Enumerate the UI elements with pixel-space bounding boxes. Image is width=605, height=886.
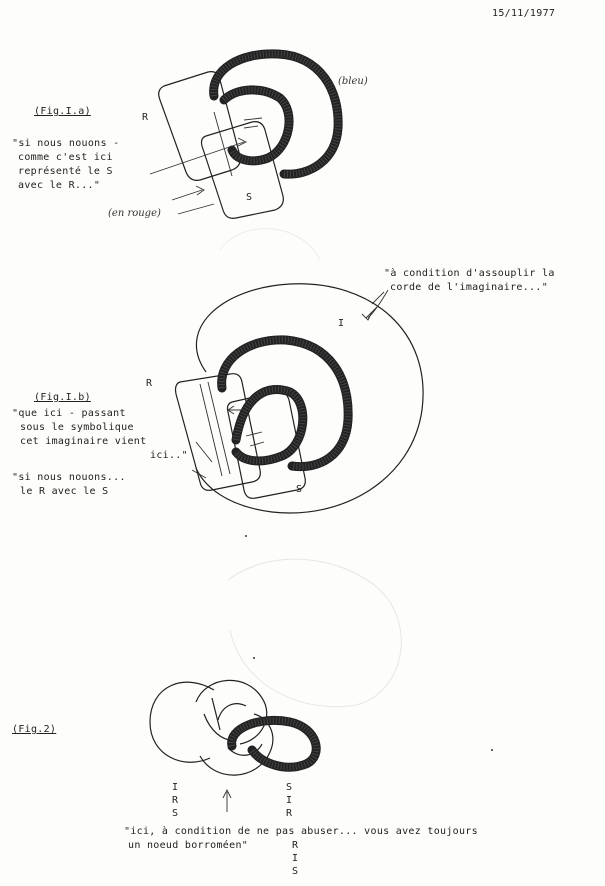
fig2-quote-line-1: "ici, à condition de ne pas abuser... vous avez toujours bbox=[124, 826, 478, 837]
fig1b-letter-i: I bbox=[338, 318, 345, 329]
fig1b-imaginary-loop bbox=[196, 284, 423, 513]
fig2-right-letter-3: R bbox=[286, 808, 293, 819]
fig1b-bottom-quote-line-2: le R avec le S bbox=[20, 486, 109, 497]
fig2-left-letter-2: R bbox=[172, 795, 179, 806]
fig2-right-letter-2: I bbox=[286, 795, 293, 806]
fig2-quote-line-2: un noeud borroméen" bbox=[128, 840, 249, 851]
fig2-blue-rope bbox=[232, 720, 317, 767]
fig2-label: (Fig.2) bbox=[12, 724, 57, 735]
fig1b-top-quote-line-2: corde de l'imaginaire..." bbox=[390, 282, 549, 293]
fig1a-inner-line bbox=[214, 112, 232, 176]
fig1a-quote-line-4: avec le R..." bbox=[18, 180, 101, 191]
fig1b-letter-s: S bbox=[296, 484, 303, 495]
fig1b-top-quote-line-1: "à condition d'assouplir la bbox=[384, 268, 555, 279]
fig1b-inner-line bbox=[200, 384, 222, 476]
fig1b-drawing bbox=[176, 284, 424, 513]
fig1a-r-rectangle bbox=[159, 72, 241, 181]
fig1b-blue-rope bbox=[222, 340, 348, 467]
fig1a-handwritten-red: (en rouge) bbox=[108, 208, 161, 219]
fig1a-quote-line-2: comme c'est ici bbox=[18, 152, 113, 163]
bleed-through-mark bbox=[228, 559, 401, 707]
fig1b-left-quote-line-1: "que ici - passant bbox=[12, 408, 126, 419]
fig2-bottom-letter-1: R bbox=[292, 840, 299, 851]
fig1a-blue-rope bbox=[214, 54, 338, 174]
date-text: 15/11/1977 bbox=[492, 8, 556, 19]
fig1b-bottom-quote-line-1: "si nous nouons... bbox=[12, 472, 126, 483]
fig1a-letter-r: R bbox=[142, 112, 149, 123]
fig2-right-letter-1: S bbox=[286, 782, 293, 793]
fig2-left-letter-3: S bbox=[172, 808, 179, 819]
bleed-through-mark bbox=[220, 229, 320, 260]
fig1b-inner-line bbox=[208, 382, 230, 474]
fig1b-letter-r: R bbox=[146, 378, 153, 389]
fig2-drawing bbox=[150, 535, 493, 812]
fig1b-arrow-tick bbox=[366, 292, 384, 318]
fig1b-left-quote-line-4: ici.." bbox=[150, 450, 188, 461]
fig1b-r-rectangle bbox=[176, 374, 261, 491]
fig1a-quote-line-1: "si nous nouons - bbox=[12, 138, 120, 149]
fig1b-left-quote-line-3: cet imaginaire vient bbox=[20, 436, 147, 447]
ink-dot bbox=[491, 749, 493, 751]
fig2-bottom-letter-3: S bbox=[292, 866, 299, 877]
fig2-left-letter-1: I bbox=[172, 782, 179, 793]
fig1a-drawing bbox=[150, 54, 338, 218]
fig1a-arrowhead bbox=[238, 138, 246, 146]
fig1a-tick bbox=[244, 118, 262, 120]
fig2-knot-loop-left bbox=[150, 682, 214, 762]
ink-dot bbox=[245, 535, 247, 537]
fig1b-label: (Fig.I.b) bbox=[34, 392, 91, 403]
ink-dot bbox=[253, 657, 255, 659]
fig1b-arrow-line bbox=[196, 442, 212, 462]
fig1a-quote-line-3: représenté le S bbox=[18, 166, 113, 177]
fig1a-label: (Fig.I.a) bbox=[34, 106, 91, 117]
fig1a-arrow-line bbox=[178, 204, 214, 214]
fig1b-left-quote-line-2: sous le symbolique bbox=[20, 422, 134, 433]
fig2-bottom-letter-2: I bbox=[292, 853, 299, 864]
fig1a-tick bbox=[244, 126, 258, 128]
fig1a-handwritten-blue: (bleu) bbox=[338, 76, 368, 87]
fig1a-letter-s: S bbox=[246, 192, 253, 203]
